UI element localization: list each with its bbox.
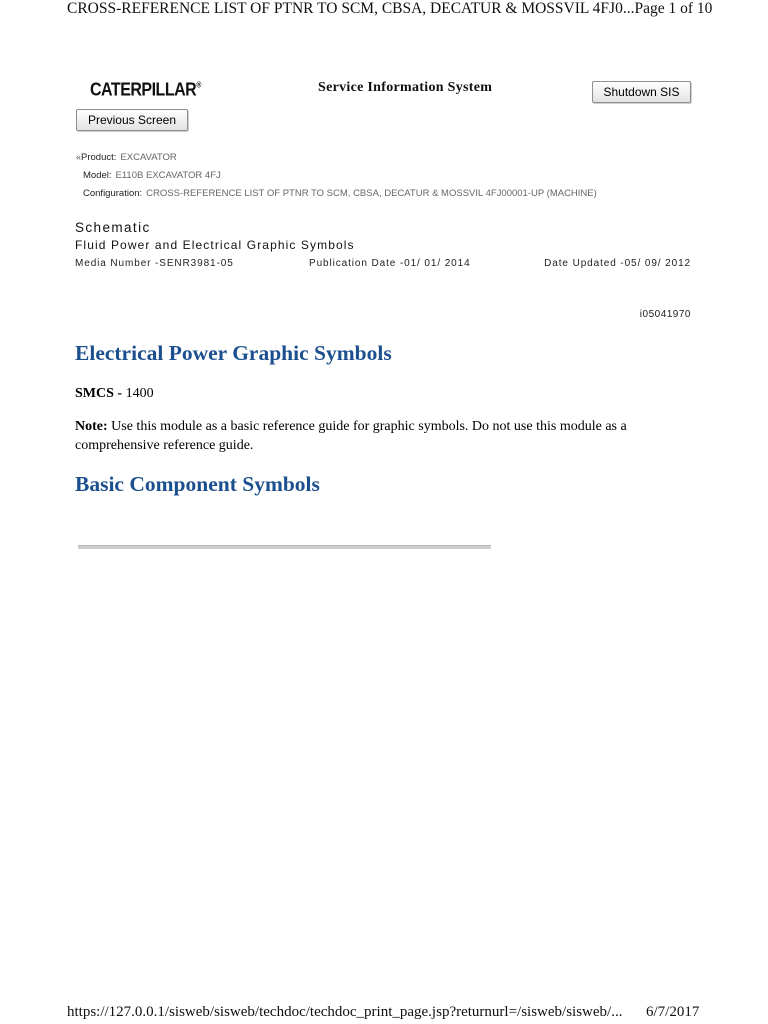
document-id: i05041970: [639, 309, 691, 320]
logo-registered-mark: ®: [196, 81, 201, 90]
product-label: Product:: [81, 152, 117, 163]
smcs-label: SMCS -: [75, 386, 123, 401]
note-paragraph: [75, 418, 695, 455]
configuration-value: CROSS-REFERENCE LIST OF PTNR TO SCM, CBSA, DECATUR & MOSSVIL 4FJ00001-UP (MACHINE): [146, 188, 597, 199]
media-number: Media Number -SENR3981-05: [75, 258, 234, 269]
configuration-row: [83, 188, 597, 199]
configuration-label: Configuration:: [83, 188, 143, 199]
heading-basic-component-symbols: Basic Component Symbols: [75, 472, 320, 496]
shutdown-sis-button[interactable]: Shutdown SIS: [592, 81, 691, 103]
date-updated: Date Updated -05/ 09/ 2012: [544, 258, 691, 269]
smcs-value: 1400: [125, 386, 154, 401]
model-value: E110B EXCAVATOR 4FJ: [115, 170, 221, 181]
model-label: Model:: [83, 170, 112, 181]
note-label: Note:: [75, 419, 108, 434]
system-title: Service Information System: [318, 80, 493, 95]
print-footer-date: 6/7/2017: [646, 1004, 700, 1020]
print-header-title: CROSS-REFERENCE LIST OF PTNR TO SCM, CBSA, DECATUR & MOSSVIL 4FJ0...: [67, 0, 635, 17]
caterpillar-logo: [90, 81, 201, 102]
document-type: Schematic: [75, 220, 151, 235]
back-arrow-icon[interactable]: «: [76, 152, 82, 162]
previous-screen-button[interactable]: Previous Screen: [76, 109, 188, 131]
heading-electrical-power-graphic-symbols: Electrical Power Graphic Symbols: [75, 341, 392, 365]
print-footer-url: https://127.0.0.1/sisweb/sisweb/techdoc/techdoc_print_page.jsp?returnurl=/sisweb/sisweb/...: [67, 1004, 623, 1020]
product-row: [76, 152, 177, 163]
note-text: Use this module as a basic reference guide for graphic symbols. Do not use this module as a comprehensive reference guide.: [75, 419, 627, 453]
print-header: [67, 0, 712, 18]
product-value: EXCAVATOR: [120, 152, 177, 163]
publication-date: Publication Date -01/ 01/ 2014: [309, 258, 471, 269]
logo-text: CATERPILLAR: [90, 80, 197, 101]
document-title: Fluid Power and Electrical Graphic Symbols: [75, 238, 355, 252]
print-header-page: Page 1 of 10: [634, 0, 713, 17]
smcs-line: [75, 386, 154, 402]
model-row: [83, 170, 221, 181]
horizontal-divider: [78, 545, 491, 549]
